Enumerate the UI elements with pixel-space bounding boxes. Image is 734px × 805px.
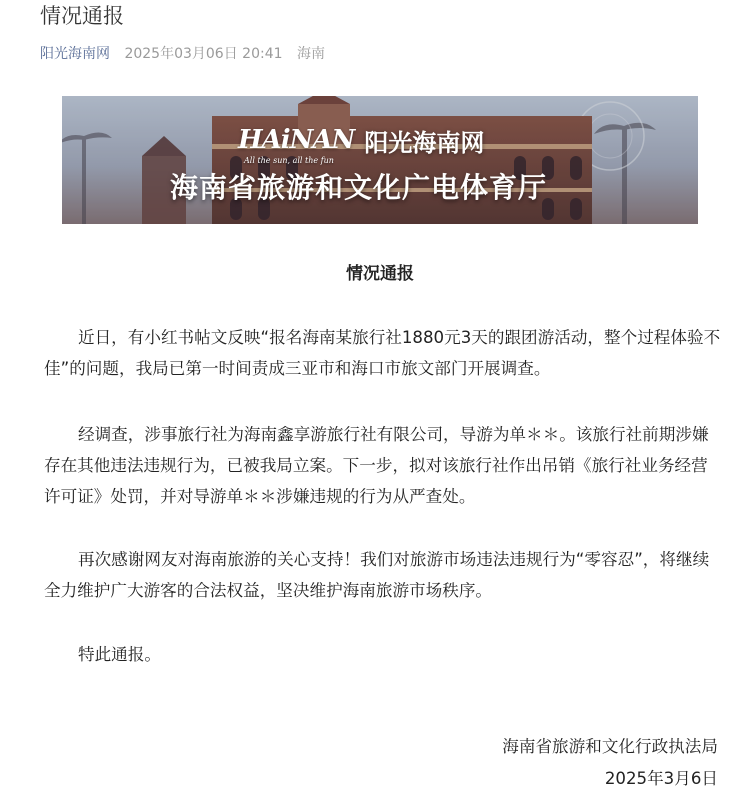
document-heading: 情况通报 xyxy=(346,264,414,284)
paragraph-3: 再次感谢网友对海南旅游的关心支持！我们对旅游市场违法违规行为“零容忍”，将继续全力维护广大游客的合法权益，坚决维护海南旅游市场秩序。 xyxy=(44,550,710,600)
article-meta xyxy=(40,44,325,64)
page-title: 情况通报 xyxy=(40,4,124,28)
banner-brand xyxy=(238,120,484,160)
publish-location: 海南 xyxy=(296,46,325,62)
source-link[interactable]: 阳光海南网 xyxy=(40,46,110,62)
paragraph-4: 特此通报。 xyxy=(78,645,161,664)
banner-image xyxy=(62,96,698,224)
banner-tagline: All the sun, all the fun xyxy=(244,156,334,165)
publish-date: 2025年03月06日 20:41 xyxy=(124,46,283,62)
hainan-logo: HAiNAN xyxy=(238,125,355,155)
paragraph-2: 经调查，涉事旅行社为海南鑫享游旅行社有限公司，导游为单＊＊。该旅行社前期涉嫌存在其他违法违规行为，已被我局立案。下一步，拟对该旅行社作出吊销《旅行社业务经营许可证》处罚，并对导游单＊＊涉嫌违规的行为从严查处。 xyxy=(44,425,709,506)
paragraph-1: 近日，有小红书帖文反映“报名海南某旅行社1880元3天的跟团游活动，整个过程体验不佳”的问题，我局已第一时间责成三亚市和海口市旅文部门开展调查。 xyxy=(44,328,721,378)
banner-brand-name: 阳光海南网 xyxy=(364,128,485,157)
banner-department: 海南省旅游和文化广电体育厅 xyxy=(170,171,548,204)
signature-organization: 海南省旅游和文化行政执法局 xyxy=(502,737,718,756)
signature-date: 2025年3月6日 xyxy=(604,769,718,788)
